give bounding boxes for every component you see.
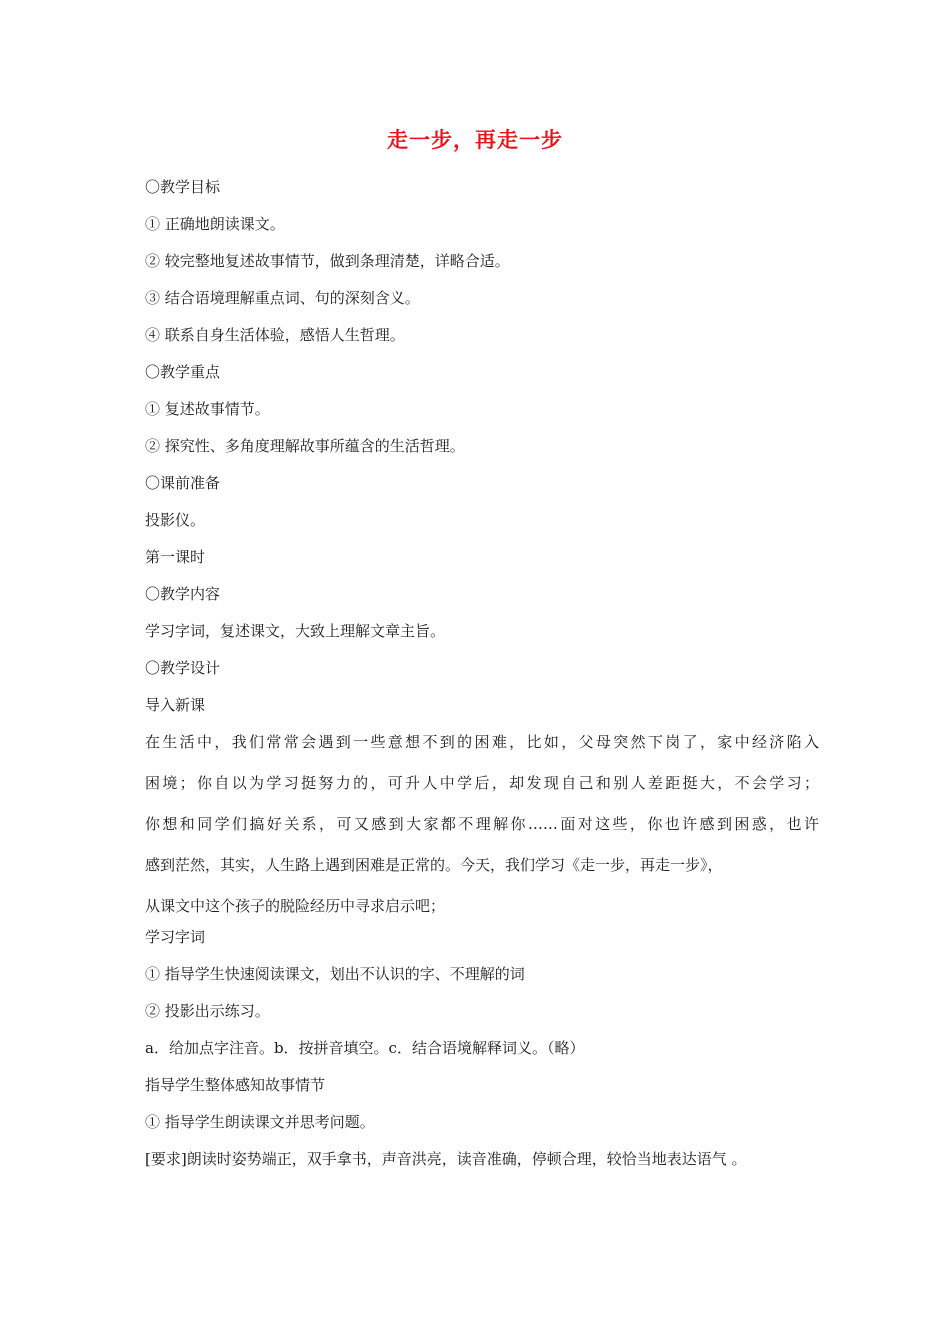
section-heading-content: 〇教学内容 bbox=[145, 585, 221, 603]
reading-requirement: [要求]朗读时姿势端正，双手拿书，声音洪亮，读音准确，停顿合理，较恰当地表达语气 。 bbox=[145, 1150, 747, 1168]
goal-item-1: ① 正确地朗读课文。 bbox=[145, 215, 285, 233]
intro-paragraph-line: 感到茫然，其实，人生路上遇到困难是正常的。今天，我们学习《走一步，再走一步》， bbox=[145, 856, 723, 874]
intro-paragraph-line: 困境；你自以为学习挺努力的，可升人中学后，却发现自己和别人差距挺大，不会学习； bbox=[145, 774, 819, 792]
intro-paragraph bbox=[145, 722, 825, 927]
goal-item-4: ④ 联系自身生活体验，感悟人生哲理。 bbox=[145, 326, 405, 344]
vocabulary-item-2: ② 投影出示练习。 bbox=[145, 1002, 270, 1020]
exercise-list: a．给加点字注音。b．按拼音填空。c．结合语境解释词义。（略） bbox=[145, 1039, 585, 1057]
subheading-plot: 指导学生整体感知故事情节 bbox=[145, 1076, 326, 1094]
section-heading-design: 〇教学设计 bbox=[145, 659, 221, 677]
document-title: 走一步，再走一步 bbox=[387, 127, 563, 152]
goal-item-2: ② 较完整地复述故事情节，做到条理清楚，详略合适。 bbox=[145, 252, 510, 270]
section-heading-focus: 〇教学重点 bbox=[145, 363, 221, 381]
lesson-period-heading: 第一课时 bbox=[145, 548, 206, 566]
plot-item-1: ① 指导学生朗读课文并思考问题。 bbox=[145, 1113, 375, 1131]
document-body bbox=[145, 175, 825, 1184]
subheading-vocabulary: 学习字词 bbox=[145, 928, 206, 946]
goal-item-3: ③ 结合语境理解重点词、句的深刻含义。 bbox=[145, 289, 420, 307]
section-heading-goals: 〇教学目标 bbox=[145, 178, 221, 196]
vocabulary-item-1: ① 指导学生快速阅读课文，划出不认识的字、不理解的词 bbox=[145, 965, 525, 983]
intro-paragraph-line: 在生活中，我们常常会遇到一些意想不到的困难，比如，父母突然下岗了，家中经济陷入 bbox=[145, 733, 819, 751]
section-heading-preparation: 〇课前准备 bbox=[145, 474, 221, 492]
intro-paragraph-line: 你想和同学们搞好关系，可又感到大家都不理解你……面对这些，你也许感到困惑，也许 bbox=[145, 815, 819, 833]
intro-paragraph-line: 从课文中这个孩子的脱险经历中寻求启示吧； bbox=[145, 897, 446, 915]
subheading-intro: 导入新课 bbox=[145, 696, 206, 714]
focus-item-1: ① 复述故事情节。 bbox=[145, 400, 270, 418]
content-text: 学习字词，复述课文，大致上理解文章主旨。 bbox=[145, 622, 446, 640]
focus-item-2: ② 探究性、多角度理解故事所蕴含的生活哲理。 bbox=[145, 437, 465, 455]
preparation-text: 投影仪。 bbox=[145, 511, 206, 529]
